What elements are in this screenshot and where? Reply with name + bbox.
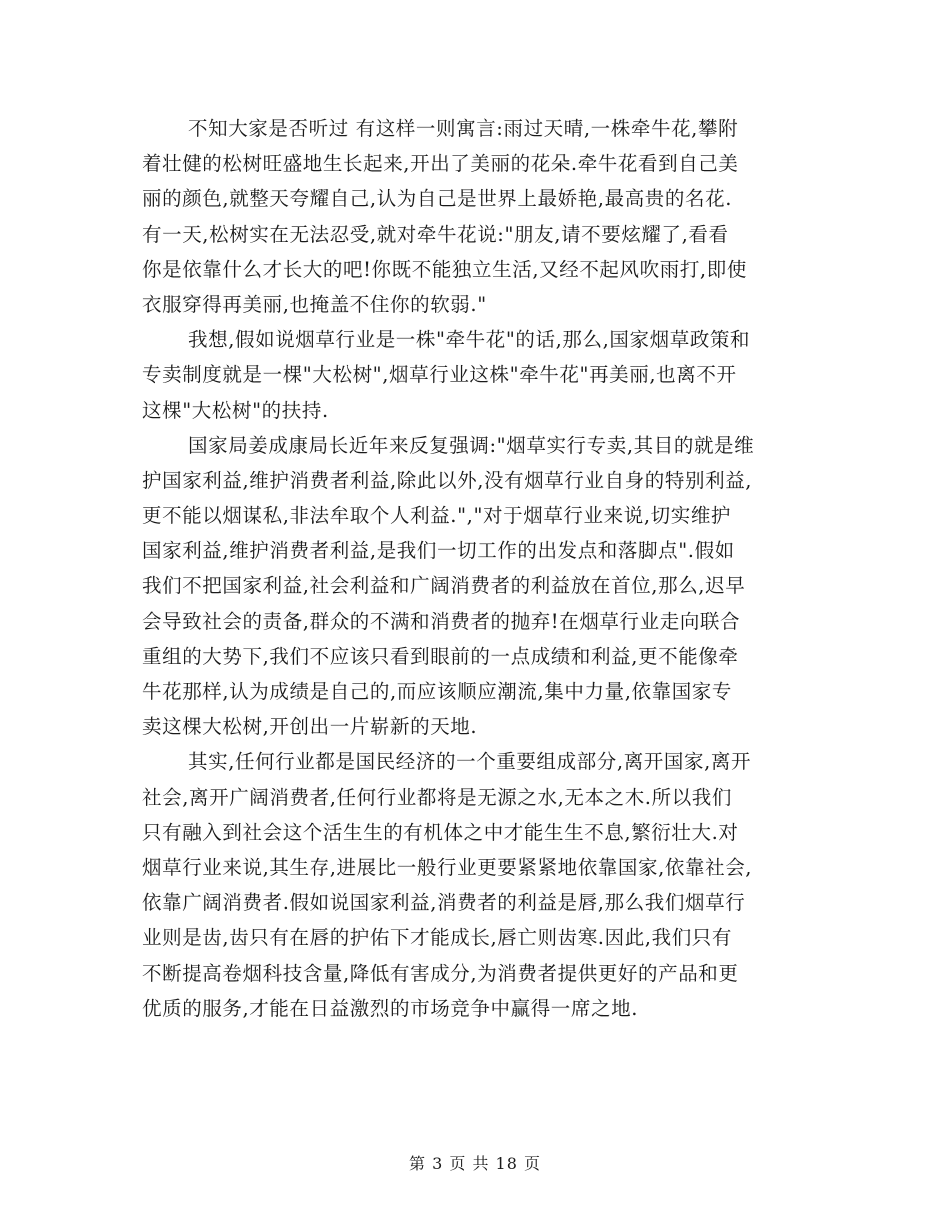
text-line: 只有融入到社会这个活生生的有机体之中才能生生不息,繁衍壮大.对	[142, 820, 739, 844]
paragraph-4	[142, 744, 812, 1026]
paragraph-3	[142, 428, 812, 745]
text-line: 这棵"大松树"的扶持.	[142, 398, 329, 422]
text-line: 国家局姜成康局长近年来反复强调:"烟草实行专卖,其目的就是维	[188, 433, 755, 457]
text-line: 业则是齿,齿只有在唇的护佑下才能成长,唇亡则齿寒.因此,我们只有	[142, 926, 732, 950]
document-body	[142, 111, 812, 1026]
text-line: 卖这棵大松树,开创出一片崭新的天地.	[142, 715, 478, 739]
paragraph-2	[142, 322, 812, 428]
text-line: 更不能以烟谋私,非法牟取个人利益.","对于烟草行业来说,切实维护	[142, 504, 732, 528]
text-line: 依靠广阔消费者.假如说国家利益,消费者的利益是唇,那么我们烟草行	[142, 891, 746, 915]
text-line: 护国家利益,维护消费者利益,除此以外,没有烟草行业自身的特别利益,	[142, 468, 753, 492]
text-line: 专卖制度就是一棵"大松树",烟草行业这株"牵牛花"再美丽,也离不开	[142, 363, 737, 387]
text-line: 丽的颜色,就整天夸耀自己,认为自己是世界上最娇艳,最高贵的名花.	[142, 187, 732, 211]
text-line: 会导致社会的责备,群众的不满和消费者的抛弃!在烟草行业走向联合	[142, 609, 741, 633]
text-line: 有一天,松树实在无法忍受,就对牵牛花说:"朋友,请不要炫耀了,看看	[142, 222, 729, 246]
page-footer: 第 3 页 共 18 页	[409, 1154, 541, 1173]
paragraph-1	[142, 111, 812, 322]
text-line: 着壮健的松树旺盛地生长起来,开出了美丽的花朵.牵牛花看到自己美	[142, 152, 739, 176]
text-line: 我们不把国家利益,社会利益和广阔消费者的利益放在首位,那么,迟早	[142, 574, 746, 598]
text-line: 其实,任何行业都是国民经济的一个重要组成部分,离开国家,离开	[188, 750, 752, 774]
text-line: 国家利益,维护消费者利益,是我们一切工作的出发点和落脚点".假如	[142, 539, 735, 563]
text-line: 烟草行业来说,其生存,进展比一般行业更要紧紧地依靠国家,依靠社会,	[142, 855, 753, 879]
text-line: 优质的服务,才能在日益激烈的市场竞争中赢得一席之地.	[142, 996, 638, 1020]
text-line: 我想,假如说烟草行业是一株"牵牛花"的话,那么,国家烟草政策和	[188, 328, 751, 352]
text-line: 牛花那样,认为成绩是自己的,而应该顺应潮流,集中力量,依靠国家专	[142, 680, 732, 703]
text-line: 重组的大势下,我们不应该只看到眼前的一点成绩和利益,更不能像牵	[142, 644, 739, 668]
text-line: 不断提高卷烟科技含量,降低有害成分,为消费者提供更好的产品和更	[142, 961, 739, 985]
text-line: 不知大家是否听过 有这样一则寓言:雨过天晴,一株牵牛花,攀附	[188, 117, 739, 140]
text-line: 社会,离开广阔消费者,任何行业都将是无源之水,无本之木.所以我们	[142, 785, 732, 809]
text-line: 你是依靠什么才长大的吧!你既不能独立生活,又经不起风吹雨打,即使	[142, 257, 747, 281]
text-line: 衣服穿得再美丽,也掩盖不住你的软弱."	[142, 292, 487, 316]
